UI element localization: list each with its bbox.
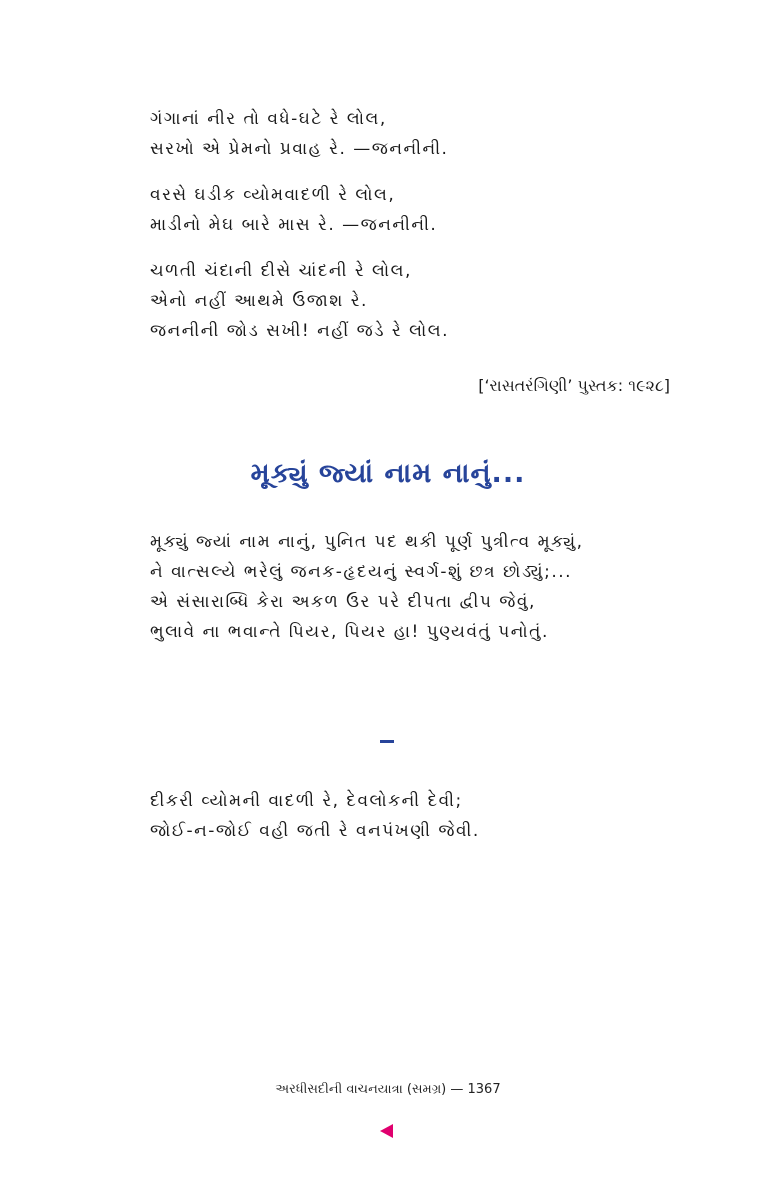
verse-line: જનનીની જોડ સખી! નહીં જડે રે લોલ.: [150, 321, 449, 341]
verse-line: સરખો એ પ્રેમનો પ્રવાહ રે. —જનનીની.: [150, 139, 449, 159]
verse-line: માડીનો મેઘ બારે માસ રે. —જનનીની.: [150, 215, 438, 235]
verse-line: મૂક્યું જ્યાં નામ નાનું, પુનિત પદ થકી પૂર્ણ પુત્રીત્વ મૂક્યું,: [150, 532, 584, 552]
verse-line: જોઈ-ન-જોઈ વહી જતી રે વનપંખણી જેવી.: [150, 821, 480, 841]
verse-line: ગંગાનાં નીર તો વધે-ઘટે રે લોલ,: [150, 109, 387, 129]
verse-line: ને વાત્સલ્યે ભરેલું જનક-હૃદયનું સ્વર્ગ-શું છત્ર છોડ્યું;...: [150, 562, 573, 582]
poem-body: [150, 527, 710, 647]
verse-line: એનો નહીં આથમે ઉજાશ રે.: [150, 291, 368, 311]
stanza-1: [150, 104, 710, 164]
verse-line: ચળતી ચંદાની દીસે ચાંદની રે લોલ,: [150, 261, 412, 281]
page-footer: અરધીસદીની વાચનયાત્રા (સમગ્ર) — 1367: [275, 1082, 501, 1097]
verse-line: દીકરી વ્યોમની વાદળી રે, દેવલોકની દેવી;: [150, 791, 463, 811]
section-divider: [380, 740, 394, 743]
stanza-2: [150, 180, 710, 240]
stanza-3: [150, 256, 710, 346]
verse-line: ભુલાવે ના ભવાન્તે પિયર, પિયર હા! પુણ્યવંતું પનોતું.: [150, 622, 549, 642]
couplet: [150, 786, 710, 846]
source-citation: [‘રાસતરંગિણી’ પુસ્તક: ૧૯૨૮]: [478, 376, 670, 395]
verse-line: એ સંસારાબ્ધિ કેરા અકળ ઉર પરે દીપતા દ્વીપ જેવું,: [150, 592, 536, 612]
poem-title: મૂક્યું જ્યાં નામ નાનું...: [250, 458, 526, 489]
previous-page-arrow-icon[interactable]: [380, 1124, 393, 1138]
verse-line: વરસે ઘડીક વ્યોમવાદળી રે લોલ,: [150, 185, 396, 205]
